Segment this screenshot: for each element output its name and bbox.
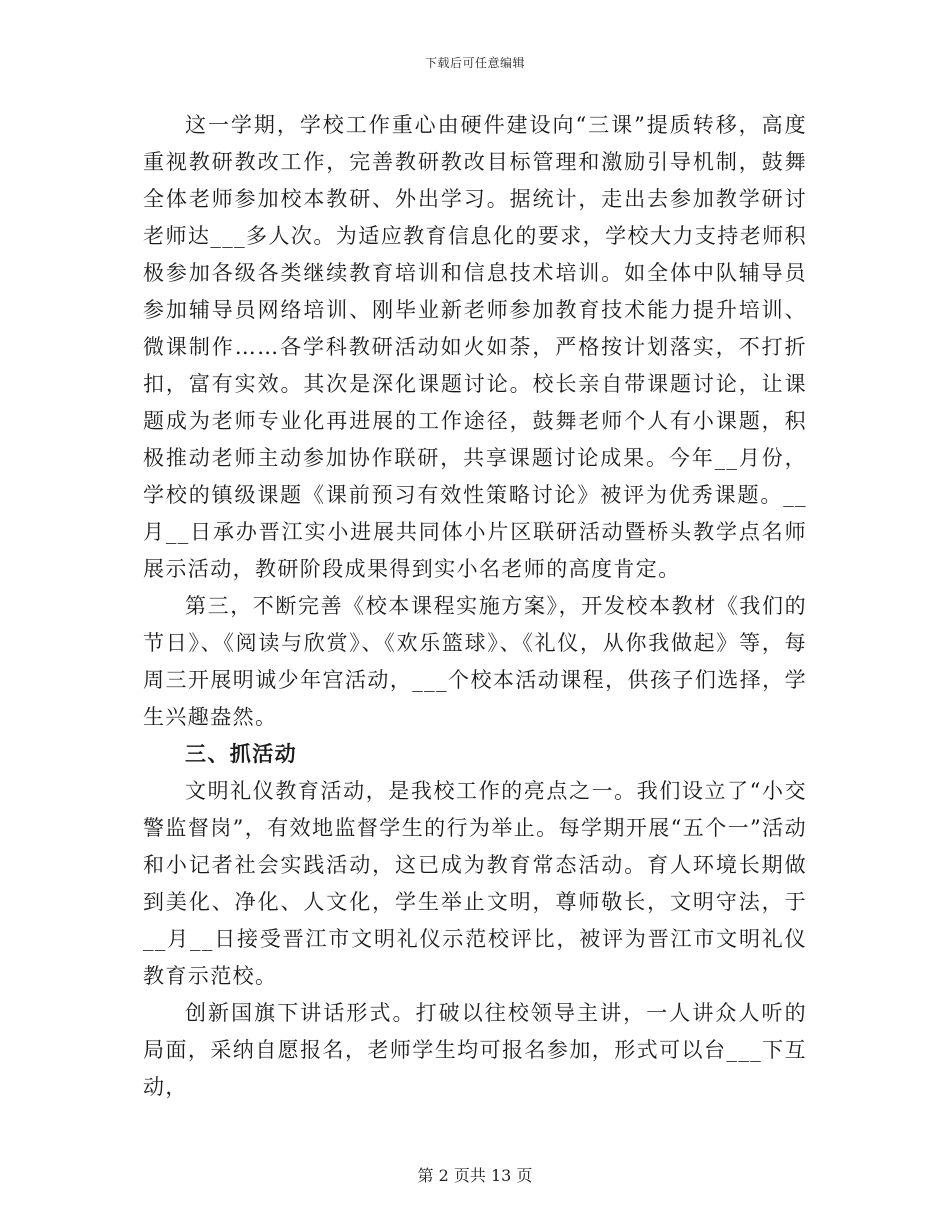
page-header: 下载后可任意编辑 — [424, 56, 525, 70]
paragraph-flag-speech: 创新国旗下讲话形式。打破以往校领导主讲，一人讲众人听的局面，采纳自愿报名，老师学生均可报名参加，形式可以台___下互动， — [143, 1001, 807, 1099]
document-body — [143, 107, 807, 1106]
paragraph-teaching-research: 这一学期，学校工作重心由硬件建设向“三课”提质转移，高度重视教研教改工作，完善教研教改目标管理和激励引导机制，鼓舞全体老师参加校本教研、外出学习。据统计，走出去参加教学研讨老师达___多人次。为适应教育信息化的要求，学校大力支持老师积极参加各级各类继续教育培训和信息技术培训。如全体中队辅导员参加辅导员网络培训、刚毕业新老师参加教育技术能力提升培训、微课制作……各学科教研活动如火如荼，严格按计划落实，不打折扣，富有实效。其次是深化课题讨论。校长亲自带课题讨论，让课题成为老师专业化再进展的工作途径，鼓舞老师个人有小课题，积极推动老师主动参加协作联研，共享课题讨论成果。今年__月份，学校的镇级课题《课前预习有效性策略讨论》被评为优秀课题。__月__日承办晋江实小进展共同体小片区联研活动暨桥头教学点名师展示活动，教研阶段成果得到实小名老师的高度肯定。 — [143, 113, 807, 581]
page-number: 第 2 页共 13 页 — [417, 1166, 533, 1185]
paragraph-etiquette-education: 文明礼仪教育活动，是我校工作的亮点之一。我们设立了“小交警监督岗”，有效地监督学生的行为举止。每学期开展“五个一”活动和小记者社会实践活动，这已成为教育常态活动。育人环境长期做到美化、净化、人文化，学生举止文明，尊师敬长，文明守法，于__月__日接受晋江市文明礼仪示范校评比，被评为晋江市文明礼仪教育示范校。 — [143, 779, 807, 988]
paragraph-school-curriculum: 第三，不断完善《校本课程实施方案》，开发校本教材《我们的节日》、《阅读与欣赏》、《欢乐篮球》、《礼仪，从你我做起》等，每周三开展明诚少年宫活动，___个校本活动课程，供孩子们选择，学生兴趣盎然。 — [143, 594, 807, 729]
section-heading-activities: 三、抓活动 — [185, 742, 297, 766]
